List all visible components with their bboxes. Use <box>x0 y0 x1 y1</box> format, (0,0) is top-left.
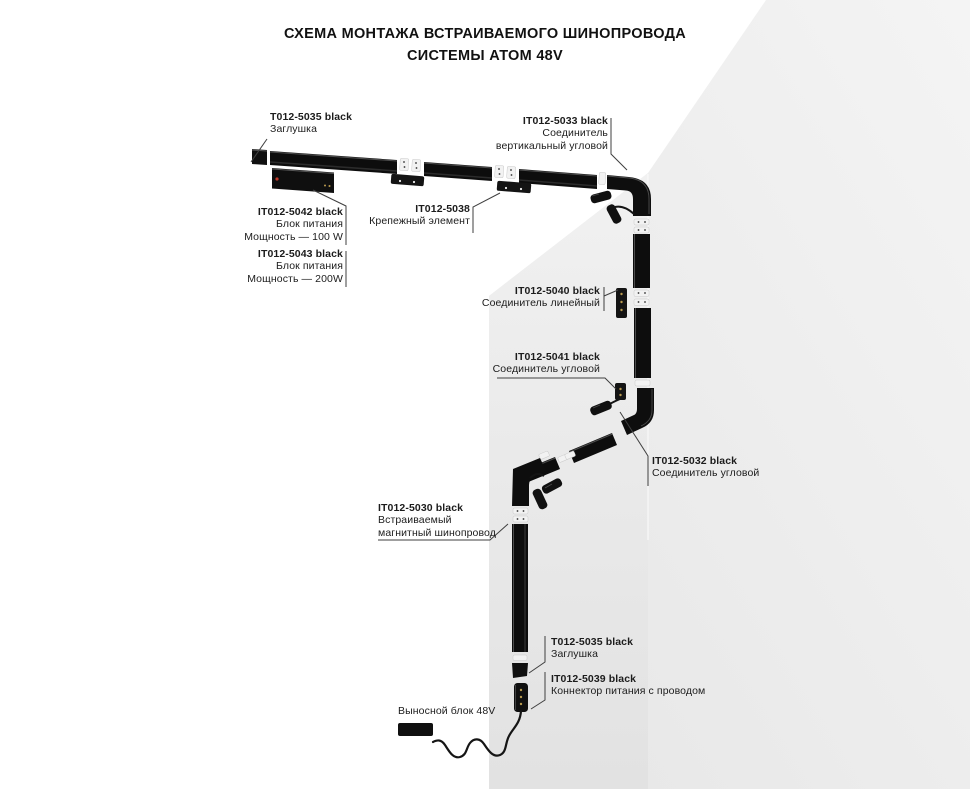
label-psu-100: IT012-5042 black Блок питания Мощность — 100 W <box>244 206 343 243</box>
title-line-1: СХЕМА МОНТАЖА ВСТРАИВАЕМОГО ШИНОПРОВОДА <box>283 26 687 42</box>
label-psu-200: IT012-5043 black Блок питания Мощность — 200W <box>247 248 343 285</box>
label-endcap-bottom: T012-5035 black Заглушка <box>551 636 634 661</box>
connector-pin-v2 <box>635 380 650 386</box>
label-track: IT012-5030 black Встраиваемый магнитный шинопровод <box>378 502 496 539</box>
title-line-2: СИСТЕМЫ АТОМ 48V <box>406 47 564 64</box>
leader-corner-vertical <box>611 118 627 170</box>
label-corner-2: IT012-5032 black Соединитель угловой <box>652 455 760 480</box>
track-segment-2 <box>424 162 492 181</box>
track-segment-v2 <box>634 308 651 378</box>
power-supply-box <box>272 168 334 193</box>
connector-pin-end <box>513 655 527 661</box>
label-mount: IT012-5038 Крепежный элемент <box>369 203 470 228</box>
remote-power-block <box>398 723 433 736</box>
label-connector-linear: IT012-5040 black Соединитель линейный <box>481 285 600 310</box>
connector-pin-corner <box>599 172 606 184</box>
label-corner-vertical: IT012-5033 black Соединитель вертикальный угловой <box>495 115 608 152</box>
label-endcap-top: T012-5035 black Заглушка <box>270 111 353 136</box>
label-corner-1: IT012-5041 black Соединитель угловой <box>492 351 600 376</box>
mount-bracket-1 <box>391 174 425 187</box>
label-remote-block: Выносной блок 48V <box>398 705 496 717</box>
leader-mount <box>473 193 500 233</box>
endcap-bottom <box>512 663 528 678</box>
connector-pins-gap2 <box>495 165 516 179</box>
connector-pins-gap1 <box>400 158 421 172</box>
page-title <box>0 24 970 68</box>
label-power-connector: IT012-5039 black Коннектор питания с проводом <box>551 673 706 698</box>
psu-led-indicator <box>275 177 278 180</box>
track-segment-v1 <box>633 234 650 288</box>
